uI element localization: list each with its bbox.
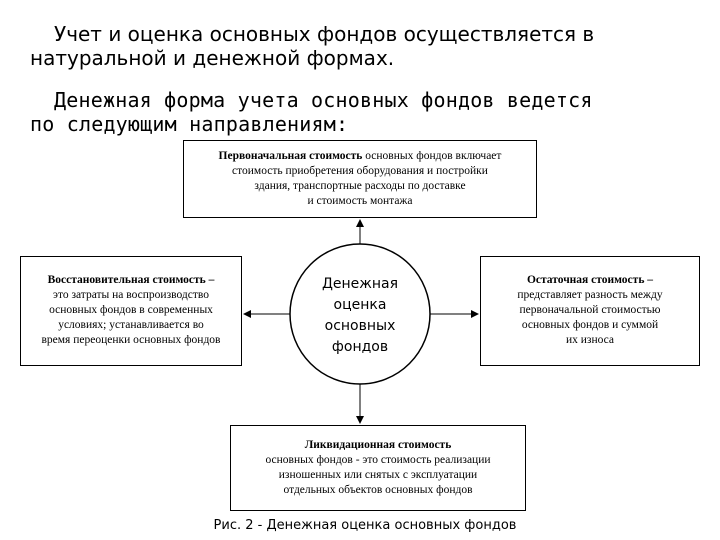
- box-residual-cost-title-text: Остаточная стоимость –: [526, 274, 654, 286]
- box-residual-cost-line-5: их износа: [565, 334, 615, 346]
- intro-paragraph-2-line-2: по следующим направлениям:: [30, 112, 349, 136]
- box-liquidation-cost-line-2: основных фондов - это стоимость реализации: [265, 454, 491, 466]
- box-residual-cost: [480, 256, 700, 366]
- center-label-line-2: оценка: [333, 297, 387, 313]
- box-initial-cost-line-2: стоимость приобретения оборудования и постройки: [232, 165, 488, 177]
- box-initial-cost-title: Первоначальная стоимость: [218, 150, 363, 162]
- box-replacement-cost: [20, 256, 242, 366]
- center-label: [293, 274, 427, 358]
- box-residual-cost-line-2: представляет разность между: [517, 289, 663, 301]
- box-liquidation-cost: [230, 425, 526, 511]
- center-label-line-3: основных: [324, 318, 396, 334]
- box-initial-cost-line-3: здания, транспортные расходы по доставке: [254, 180, 466, 192]
- box-residual-cost-title: [481, 273, 699, 288]
- box-liquidation-cost-title: [231, 438, 525, 453]
- intro-paragraph-2-line-1: Денежная форма учета основных фондов ведется: [54, 88, 593, 112]
- box-initial-cost-line-1-rest: основных фондов включает: [362, 150, 502, 162]
- figure-caption: Рис. 2 - Денежная оценка основных фондов: [213, 518, 517, 533]
- box-liquidation-cost-title-text: Ликвидационная стоимость: [304, 439, 452, 451]
- box-replacement-cost-title: [21, 273, 241, 288]
- box-initial-cost: [183, 140, 537, 218]
- box-initial-cost-line-4: и стоимость монтажа: [307, 195, 413, 207]
- box-replacement-cost-line-5: время переоценки основных фондов: [41, 334, 221, 346]
- box-residual-cost-line-4: основных фондов и суммой: [521, 319, 659, 331]
- box-liquidation-cost-line-3: изношенных или снятых с эксплуатации: [278, 469, 478, 481]
- box-replacement-cost-line-4: условиях; устанавливается во: [58, 319, 204, 331]
- box-residual-cost-line-3: первоначальной стоимостью: [519, 304, 661, 316]
- center-label-line-1: Денежная: [321, 276, 399, 292]
- box-liquidation-cost-line-4: отдельных объектов основных фондов: [283, 484, 473, 496]
- box-replacement-cost-line-3: основных фондов в современных: [49, 304, 213, 316]
- box-replacement-cost-line-2: это затраты на воспроизводство: [53, 289, 209, 301]
- center-label-line-4: фондов: [331, 339, 389, 355]
- intro-paragraph-1-line-2: натуральной и денежной формах.: [30, 46, 395, 70]
- box-replacement-cost-title-text: Восстановительная стоимость –: [47, 274, 215, 286]
- box-initial-cost-line-1: [184, 149, 536, 164]
- intro-paragraph-1-line-1: Учет и оценка основных фондов осуществляется в: [54, 22, 595, 46]
